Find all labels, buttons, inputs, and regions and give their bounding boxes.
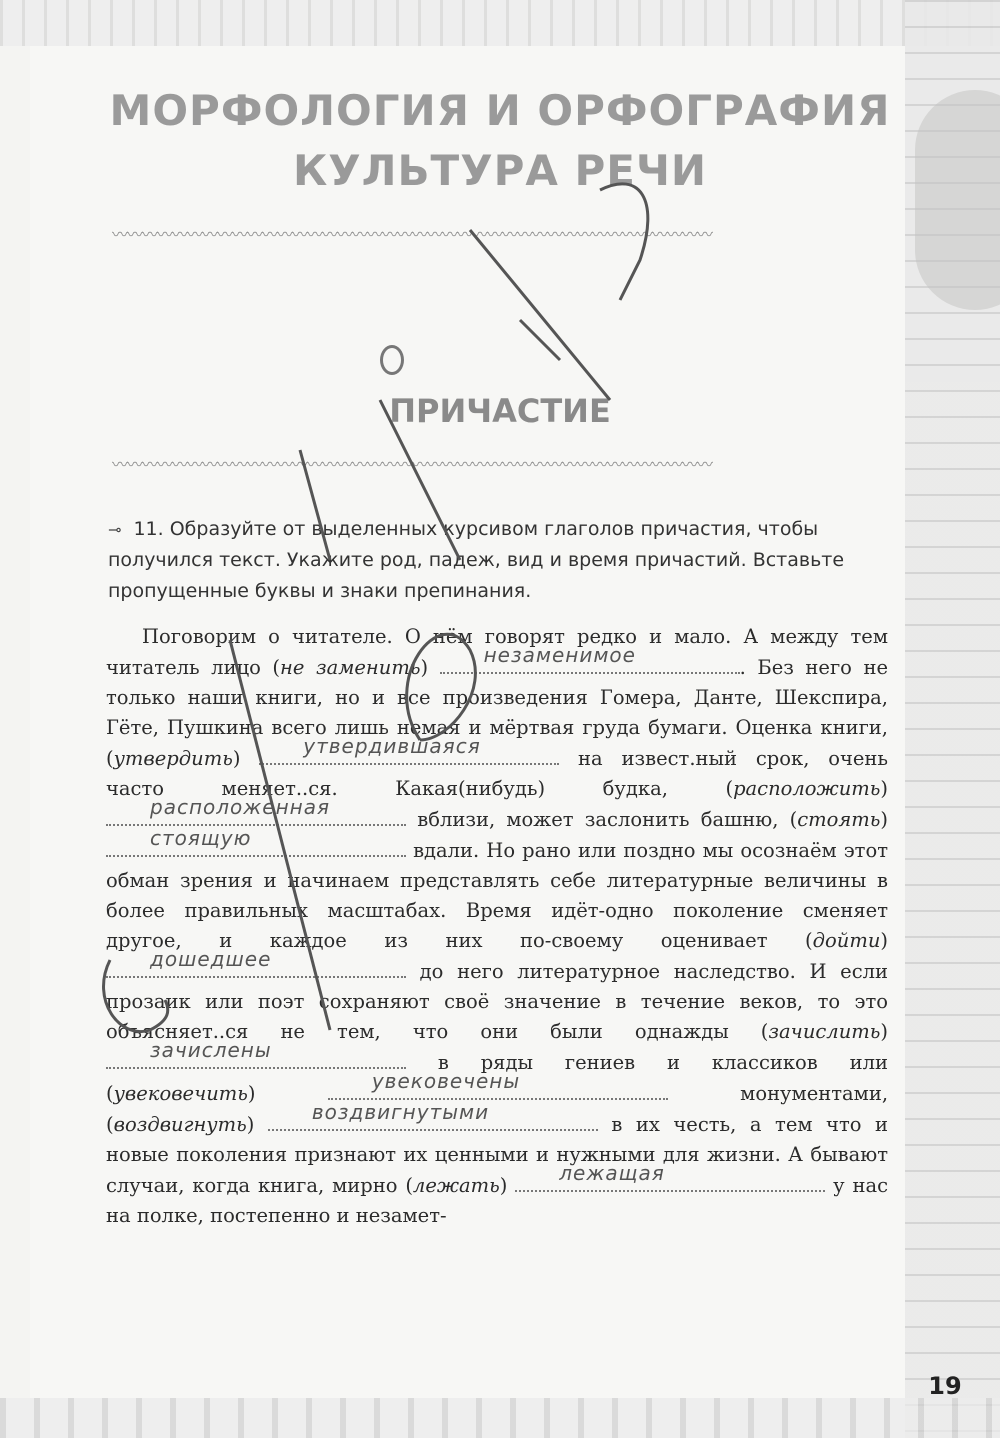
answer-blank[interactable] (515, 1161, 825, 1192)
text-fragment: до него литературное наследство. И если прозаик или поэт сохраняют своё значение в течение веков, то это объясняет..ся не тем, что они были однажды ( (106, 960, 889, 1043)
task-text: Образуйте от выделенных курсивом глаголов причастия, чтобы получился текст. Укажите род, падеж, вид и время причастий. Вставьте пропущенные буквы и знаки препинания. (108, 518, 845, 602)
right-decorative-strip (905, 0, 1000, 1438)
chapter-title-line1: МОРФОЛОГИЯ И ОРФОГРАФИЯ (109, 86, 891, 135)
handwritten-answer: утвердившаяся (303, 734, 481, 758)
verb-italic: увековечить (113, 1082, 248, 1105)
text-fragment: вдали. Но рано или поздно мы осознаём этот обман зрения и начинаем представлять себе литературные величины в более правильных масштабах. Время идёт-одно поколение сменяет другое, и каждое из них по-своему оценивает ( (106, 839, 888, 952)
text-fragment: монументами, ( (106, 1082, 889, 1136)
verb-italic: не заменить (280, 656, 421, 679)
chapter-title-line2: КУЛЬТУРА РЕЧИ (292, 146, 708, 195)
handwritten-answer: увековечены (371, 1069, 521, 1093)
text-fragment: у нас на полке, постепенно и незамет- (106, 1174, 888, 1227)
text-fragment: вблизи, может заслонить башню, ( (417, 808, 798, 831)
section-title: ПРИЧАСТИЕ (389, 392, 611, 430)
page-number: 19 (928, 1372, 962, 1400)
verb-italic: лежать (412, 1174, 500, 1197)
answer-blank[interactable] (440, 643, 740, 674)
task-number: 11. (133, 518, 164, 540)
handwritten-answer: лежащая (559, 1161, 665, 1185)
circle-icon (380, 345, 404, 375)
verb-italic: воздвигнуть (113, 1113, 247, 1136)
bottom-decorative-strip (0, 1398, 1000, 1438)
text-fragment: в их честь, а тем что и новые поколения признают их ценными и нужными для жизни. А бывают случаи, когда книга, мирно ( (106, 1113, 888, 1197)
task-instruction (108, 514, 888, 607)
verb-italic: расположить (733, 777, 881, 800)
text-fragment: Поговорим о читателе. О нём говорят редко и мало. А между тем читатель лицо ( (106, 625, 888, 679)
text-fragment: . Без него не только наши книги, но и все произведения Гомера, Данте, Шекспира, Гёте, Пушкина всего лишь немая и мёртвая груда бумаги. Оценка книги, ( (106, 656, 888, 770)
answer-blank[interactable] (268, 1100, 598, 1131)
handwritten-answer: расположенная (150, 795, 331, 819)
handwritten-answer: стоящую (150, 826, 252, 850)
handwritten-answer: воздвигнутыми (311, 1100, 490, 1124)
handwritten-answer: дошедшее (150, 947, 272, 971)
answer-blank[interactable] (259, 734, 559, 765)
ornament-divider-bottom: 〰〰〰〰〰〰〰〰〰〰〰〰〰〰〰〰〰〰〰〰〰〰〰〰〰〰〰〰〰〰〰〰〰〰〰〰〰〰〰〰 (112, 455, 713, 470)
text-fragment: на извест.ный срок, очень часто меняет..ся. Какая(нибудь) будка, ( (106, 747, 888, 800)
verb-italic: утвердить (113, 747, 233, 770)
handwritten-answer: незаменимое (483, 643, 636, 667)
verb-italic: дойти (812, 929, 881, 952)
handwritten-answer: зачислены (150, 1038, 272, 1062)
exercise-text: Поговорим о читателе. О нём говорят редко и мало. А между тем читатель лицо (не заменить) незаменимое . Без него не только наши книги, но и все произведения Гомера, Данте, Шекспира, Гёте, Пушкина всего лишь немая и мёртвая груда бумаги. Оценка книги, (утвердить) утвердившаяся на извест.ный срок, очень часто меняет..ся. Какая(нибудь) будка, (расположить) расположенная вблизи, может заслонить башню, (стоять) стоящую вдали. Но рано или поздно мы осознаём этот обман зрения и начинаем представлять себе литературные величины в более правильных масштабах. Время идёт-одно поколение сменяет другое, и каждое из них по-своему оценивает (дойти) дошедшее до него литературное наследство. И если прозаик или поэт сохраняют своё значение в течение веков, то это объясняет..ся не тем, что они были однажды (зачислить) зачислены в ряды гениев и классиков или (увековечить) увековечены монументами, (воздвигнуть) воздвигнутыми в их честь, а тем что и новые поколения признают их ценными и нужными для жизни. А бывают случаи, когда книга, мирно (лежать) лежащая у нас на полке, постепенно и незамет- (106, 625, 889, 1227)
answer-blank[interactable] (106, 826, 406, 857)
answer-blank[interactable] (106, 947, 406, 978)
ornament-divider-top: 〰〰〰〰〰〰〰〰〰〰〰〰〰〰〰〰〰〰〰〰〰〰〰〰〰〰〰〰〰〰〰〰〰〰〰〰〰〰〰〰 (112, 225, 713, 240)
top-decorative-strip (0, 0, 1000, 46)
verb-italic: зачислить (768, 1020, 881, 1043)
task-marker-icon: ⊸ (108, 520, 122, 539)
verb-italic: стоять (797, 808, 881, 831)
text-fragment: в ряды гениев и классиков или ( (106, 1051, 889, 1105)
